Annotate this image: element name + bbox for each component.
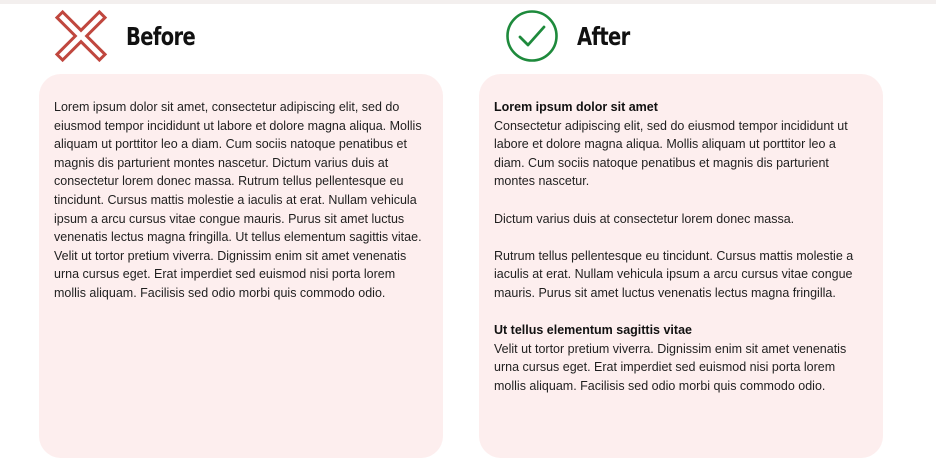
after-section2-title: Ut tellus elementum sagittis vitae: [494, 323, 692, 338]
after-section1-title: Lorem ipsum dolor sit amet: [494, 100, 658, 114]
after-heading: After: [577, 21, 630, 51]
after-section2-text: Velit ut tortor pretium viverra. Dignissim enim sit amet venenatis urna cursus eget. Erat imperdiet sed euismod nisi porta lorem mollis aliquam. Facilisis sed odio morbi quis commodo odio.: [494, 341, 847, 393]
after-paragraph-3: Rutrum tellus pellentesque eu tincidunt. Cursus mattis molestie a iaculis at erat. Nullam vehicula ipsum a arcu cursus vitae congue mauris. Purus sit amet luctus venenatis lectus magna fringilla.: [494, 248, 854, 300]
top-divider: [0, 0, 936, 4]
before-panel: [39, 74, 443, 458]
after-section1-text: Consectetur adipiscing elit, sed do eiusmod tempor incididunt ut labore et dolore magna aliqua. Mollis aliquam ut porttitor leo a diam. Cum sociis natoque penatibus et magnis dis parturient montes nascetur.: [494, 118, 848, 189]
x-mark-icon: [54, 9, 108, 63]
after-header: [505, 8, 644, 64]
after-panel: [479, 74, 883, 458]
before-header: [54, 8, 215, 64]
before-paragraph: Lorem ipsum dolor sit amet, consectetur adipiscing elit, sed do eiusmod tempor incididunt ut labore et dolore magna aliqua. Mollis aliquam ut porttitor leo a diam. Cum sociis natoque penatibus et magnis dis parturient montes nascetur. Dictum varius duis at consectetur lorem donec massa. Rutrum tellus pellentesque eu tincidunt. Cursus mattis molestie a iaculis at erat. Nullam vehicula ipsum a arcu cursus vitae congue mauris. Purus sit amet luctus venenatis lectus magna fringilla. Ut tellus elementum sagittis vitae. Velit ut tortor pretium viverra. Dignissim enim sit amet venenatis urna cursus eget. Erat imperdiet sed euismod nisi porta lorem mollis aliquam. Facilisis sed odio morbi quis commodo odio.: [54, 100, 422, 300]
before-heading: Before: [126, 21, 196, 51]
after-paragraph-2: Dictum varius duis at consectetur lorem donec massa.: [494, 211, 795, 226]
after-content: [494, 98, 863, 396]
check-circle-icon: [505, 9, 559, 63]
